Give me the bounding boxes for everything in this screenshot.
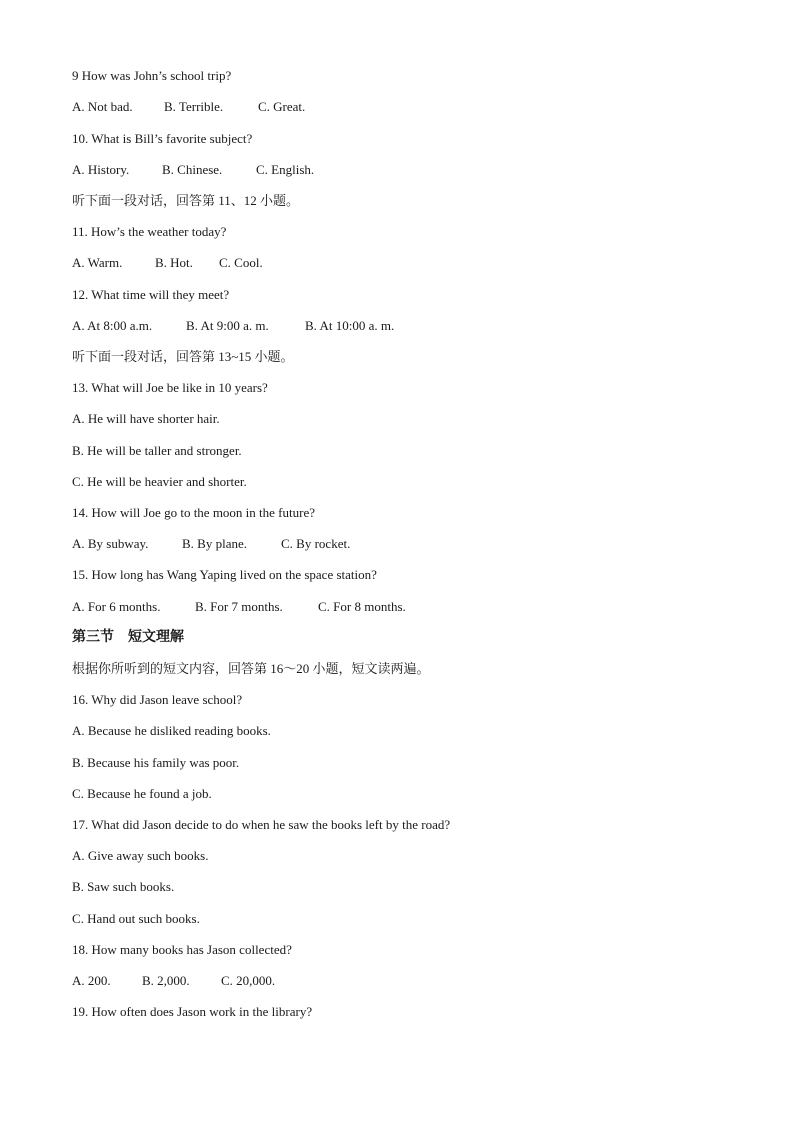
question-16-option-c: C. Because he found a job. [72,786,212,801]
question-16-option-a: A. Because he disliked reading books. [72,723,271,738]
question-11-options [72,255,263,271]
instruction-13-15: 听下面一段对话，回答第 13~15 小题。 [72,349,294,364]
question-11-option-a: A. Warm. [72,255,123,270]
question-12-option-a: A. At 8:00 a.m. [72,318,153,333]
question-14-stem: 14. How will Joe go to the moon in the future? [72,505,315,520]
question-14-option-c: C. By rocket. [281,536,351,551]
question-19-stem: 19. How often does Jason work in the library? [72,1004,313,1019]
section-3-instruction: 根据你所听到的短文内容，回答第 16～20 小题，短文读两遍。 [72,661,430,676]
question-12-stem: 12. What time will they meet? [72,287,230,302]
question-17-option-a: A. Give away such books. [72,848,209,863]
question-15-stem: 15. How long has Wang Yaping lived on the space station? [72,567,377,582]
question-14-option-b: B. By plane. [182,536,247,551]
question-14-option-a: A. By subway. [72,536,149,551]
question-18-option-b: B. 2,000. [142,973,190,988]
question-15-options [72,599,406,615]
question-12-option-c: B. At 10:00 a. m. [305,318,395,333]
question-10-option-c: C. English. [256,162,315,177]
question-13-option-b: B. He will be taller and stronger. [72,443,242,458]
question-15-option-a: A. For 6 months. [72,599,161,614]
question-10-option-b: B. Chinese. [162,162,223,177]
question-10-options [72,162,314,178]
question-11-option-c: C. Cool. [219,255,263,270]
section-3-label: 第三节 [72,630,114,645]
section-3-title: 短文理解 [128,630,184,645]
question-13-stem: 13. What will Joe be like in 10 years? [72,380,268,395]
instruction-11-12: 听下面一段对话，回答第 11、12 小题。 [72,193,300,208]
question-18-option-c: C. 20,000. [221,973,276,988]
question-9-option-a: A. Not bad. [72,99,133,114]
question-13-option-a: A. He will have shorter hair. [72,411,220,426]
question-9-option-b: B. Terrible. [164,99,224,114]
question-18-options [72,973,275,989]
question-15-option-c: C. For 8 months. [318,599,406,614]
question-12-options [72,318,394,334]
question-11-stem: 11. How’s the weather today? [72,224,227,239]
question-10-option-a: A. History. [72,162,130,177]
question-17-option-c: C. Hand out such books. [72,911,200,926]
question-18-stem: 18. How many books has Jason collected? [72,942,292,957]
question-16-option-b: B. Because his family was poor. [72,755,240,770]
question-13-option-c: C. He will be heavier and shorter. [72,474,247,489]
question-15-option-b: B. For 7 months. [195,599,283,614]
question-11-option-b: B. Hot. [155,255,193,270]
question-18-option-a: A. 200. [72,973,111,988]
section-3-heading [72,630,184,646]
question-9-options [72,99,305,115]
question-17-option-b: B. Saw such books. [72,879,175,894]
question-14-options [72,536,350,552]
question-16-stem: 16. Why did Jason leave school? [72,692,243,707]
question-12-option-b: B. At 9:00 a. m. [186,318,269,333]
question-9-option-c: C. Great. [258,99,306,114]
question-10-stem: 10. What is Bill’s favorite subject? [72,131,253,146]
question-17-stem: 17. What did Jason decide to do when he saw the books left by the road? [72,817,451,832]
question-9-stem: 9 How was John’s school trip? [72,68,232,83]
